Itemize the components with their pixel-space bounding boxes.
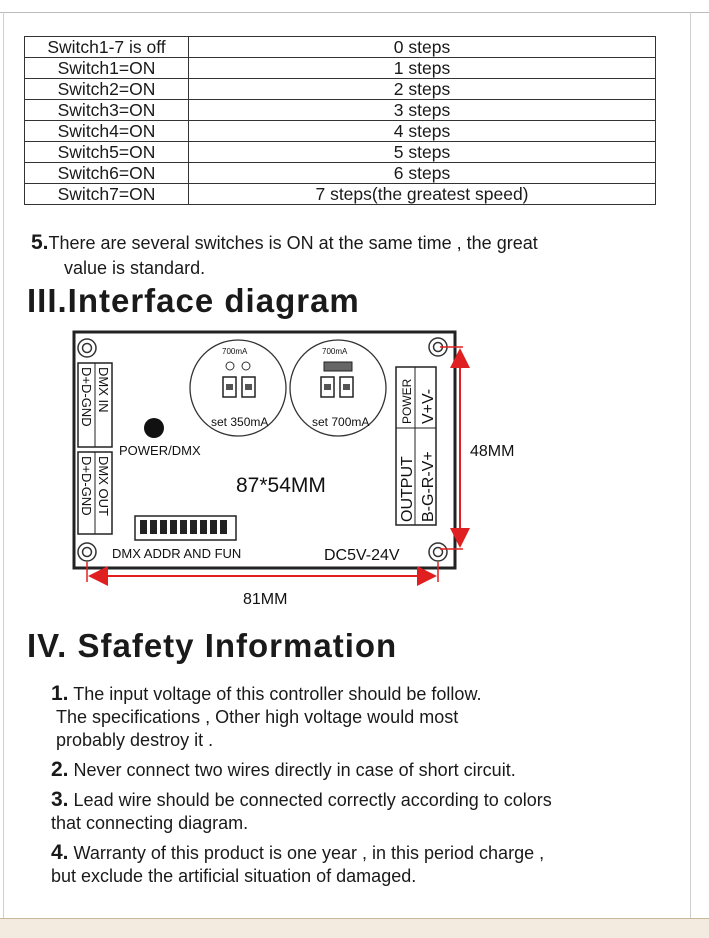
- section-title-interface: III.Interface diagram: [27, 282, 360, 319]
- switch-cell: Switch3=ON: [25, 100, 189, 121]
- table-row: [25, 121, 656, 142]
- jumper-2-label: set 700mA: [312, 415, 370, 429]
- output-terminal-label: OUTPUT: [399, 456, 416, 522]
- safety-list: [51, 682, 681, 894]
- steps-cell: 7 steps(the greatest speed): [189, 184, 656, 205]
- item-line: but exclude the artificial situation of damaged.: [51, 866, 417, 886]
- power-terminal-label: POWER: [400, 378, 414, 424]
- item-number: 2.: [51, 758, 69, 781]
- item-number: 4.: [51, 841, 69, 864]
- note-number: 5.: [31, 231, 49, 254]
- dip-switch-keys-icon: [140, 520, 227, 534]
- jumper-2-top-label: 700mA: [322, 347, 348, 356]
- list-item: [51, 841, 681, 888]
- item-number: 3.: [51, 788, 69, 811]
- item-line: Warranty of this product is one year , in this period charge ,: [73, 843, 545, 863]
- width-dimension-label: 81MM: [243, 591, 288, 608]
- note-5: [31, 230, 671, 281]
- steps-cell: 2 steps: [189, 79, 656, 100]
- steps-cell: 1 steps: [189, 58, 656, 79]
- steps-cell: 3 steps: [189, 100, 656, 121]
- power-terminal-pins: V+V-: [420, 388, 437, 424]
- voltage-label: DC5V-24V: [324, 547, 400, 564]
- jumper-1-top-label: 700mA: [222, 347, 248, 356]
- page-bottom-strip: [0, 918, 709, 938]
- switch-cell: Switch2=ON: [25, 79, 189, 100]
- board-size-label: 87*54MM: [236, 474, 326, 497]
- item-line: Never connect two wires directly in case of short circuit.: [73, 760, 516, 780]
- power-dmx-label: POWER/DMX: [119, 443, 201, 458]
- item-line: that connecting diagram.: [51, 813, 249, 833]
- dmx-in-label: DMX IN: [96, 367, 111, 413]
- item-line: The specifications , Other high voltage would most: [56, 707, 459, 727]
- switch-cell: Switch7=ON: [25, 184, 189, 205]
- steps-cell: 6 steps: [189, 163, 656, 184]
- switch-cell: Switch5=ON: [25, 142, 189, 163]
- switch-cell: Switch4=ON: [25, 121, 189, 142]
- table-row: [25, 163, 656, 184]
- steps-cell: 0 steps: [189, 37, 656, 58]
- interface-diagram: [0, 320, 709, 620]
- power-dmx-led-icon: [144, 418, 164, 438]
- steps-cell: 5 steps: [189, 142, 656, 163]
- item-line: The input voltage of this controller should be follow.: [73, 684, 482, 704]
- note-line-2: value is standard.: [64, 258, 206, 278]
- dmx-out-label: DMX OUT: [96, 456, 111, 516]
- output-terminal-pins: B-G-R-V+: [420, 451, 437, 522]
- switch-cell: Switch1=ON: [25, 58, 189, 79]
- height-dimension-label: 48MM: [470, 443, 515, 460]
- item-line: Lead wire should be connected correctly according to colors: [73, 790, 552, 810]
- page-top-border: [0, 12, 709, 13]
- item-line: probably destroy it .: [56, 730, 214, 750]
- table-row: [25, 184, 656, 205]
- table-row: [25, 37, 656, 58]
- note-line-1: There are several switches is ON at the same time , the great: [48, 233, 538, 253]
- list-item: [51, 682, 681, 752]
- switch-cell: Switch1-7 is off: [25, 37, 189, 58]
- item-number: 1.: [51, 682, 69, 705]
- table-row: [25, 58, 656, 79]
- table-row: [25, 142, 656, 163]
- dip-switch-label: DMX ADDR AND FUN: [112, 546, 242, 561]
- list-item: [51, 758, 681, 782]
- switch-steps-table: [24, 36, 656, 205]
- switch-cell: Switch6=ON: [25, 163, 189, 184]
- dmx-out-pins: D+D-GND: [79, 456, 94, 516]
- section-title-safety: IV. Sfafety Information: [27, 627, 398, 664]
- table-row: [25, 79, 656, 100]
- list-item: [51, 788, 681, 835]
- dmx-in-pins: D+D-GND: [79, 367, 94, 427]
- jumper-1-label: set 350mA: [211, 415, 269, 429]
- steps-cell: 4 steps: [189, 121, 656, 142]
- table-row: [25, 100, 656, 121]
